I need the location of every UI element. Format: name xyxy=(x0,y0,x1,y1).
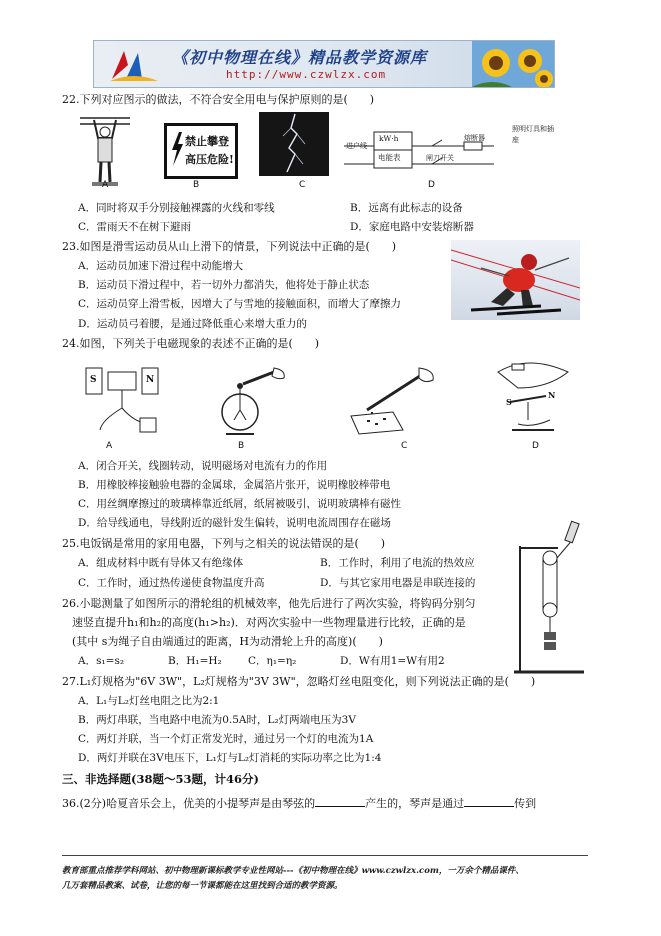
q22-label-meter-top: kW·h xyxy=(379,134,399,143)
q25-option-c[interactable]: C．工作时，通过热传递使食物温度升高 xyxy=(78,577,265,589)
q22-fig-caption-d: D xyxy=(428,180,435,190)
q25-option-d[interactable]: D．与其它家用电器是串联连接的 xyxy=(320,577,476,589)
sign-text-line2: 高压危险! xyxy=(185,153,234,166)
q36-question xyxy=(62,795,536,811)
q23-option-a[interactable]: A．运动员加速下滑过程中动能增大 xyxy=(78,260,244,272)
q22-figure-a-person-touching-wires xyxy=(80,110,130,190)
q26-line-3: (其中 s为绳子自由端通过的距离，H为动滑轮上升的高度)( ) xyxy=(72,635,383,648)
q24-figure-c-glass-rod-paper xyxy=(345,360,440,440)
q25-stem: 25.电饭锅是常用的家用电器，下列与之相关的说法错误的是( ) xyxy=(62,537,386,550)
q23-skier-photo xyxy=(451,240,580,320)
q24-magnet-label-s-left: S xyxy=(90,375,97,385)
q26-option-a[interactable]: A．s₁=s₂ xyxy=(78,655,125,667)
q22-fig-caption-b: B xyxy=(193,180,200,190)
q24-option-d[interactable]: D．给导线通电，导线附近的磁针发生偏转，说明电流周围存在磁场 xyxy=(78,517,391,529)
q24-figure-a-motor xyxy=(82,360,162,440)
q36-blank-2[interactable] xyxy=(464,806,514,807)
q26-pulley-apparatus xyxy=(492,522,592,678)
q24-option-a[interactable]: A．闭合开关，线圈转动，说明磁场对电流有力的作用 xyxy=(78,460,328,472)
header-banner xyxy=(93,40,555,88)
footer-line-1: 教育部重点推荐学科网站、初中物理新课标教学专业性网站---《初中物理在线》www.czwlzx.com，一万余个精品课件、 xyxy=(62,866,524,876)
q24-fig-caption-a: A xyxy=(106,441,113,451)
q25-option-b[interactable]: B．工作时，利用了电流的热效应 xyxy=(320,557,475,569)
q23-option-b[interactable]: B．运动员下滑过程中，若一切外力都消失，他将处于静止状态 xyxy=(78,279,370,291)
sign-text-line1: 禁止攀登 xyxy=(185,135,229,148)
q27-option-b[interactable]: B．两灯串联，当电路中电流为0.5A时，L₂灯两端电压为3V xyxy=(78,714,356,726)
banner-title: 《初中物理在线》精品教学资源库 xyxy=(172,48,428,67)
q22-fig-caption-a: A xyxy=(102,180,109,190)
q22-figure-b-warning-sign xyxy=(164,123,238,179)
sunflower-icon xyxy=(472,41,554,87)
skier-icon xyxy=(451,240,580,320)
q24-option-c[interactable]: C．用丝绸摩擦过的玻璃棒靠近纸屑，纸屑被吸引，说明玻璃棒有磁性 xyxy=(78,498,402,510)
q24-magnet-label-n-right: N xyxy=(146,375,155,385)
q27-stem: 27.L₁灯规格为"6V 3W"，L₂灯规格为"3V 3W"，忽略灯丝电阻变化，则下列说法正确的是( ) xyxy=(62,675,536,688)
q25-option-a[interactable]: A．组成材料中既有导体又有绝缘体 xyxy=(78,557,244,569)
q36-part2: 产生的，琴声是通过 xyxy=(365,797,465,810)
q24-fig-caption-b: B xyxy=(238,441,245,451)
q26-option-c[interactable]: C．η₁=η₂ xyxy=(248,655,297,667)
footer-divider xyxy=(62,855,588,856)
q36-blank-1[interactable] xyxy=(315,806,365,807)
q22-label-inlet: 进户线 xyxy=(346,142,367,150)
q22-option-d[interactable]: D．家庭电路中安装熔断器 xyxy=(350,221,474,233)
section-3-heading: 三、非选择题(38题～53题，计46分) xyxy=(62,772,259,786)
q26-option-b[interactable]: B．H₁=H₂ xyxy=(168,655,222,667)
lightning-icon xyxy=(170,132,184,166)
q22-label-fuse: 熔断器 xyxy=(464,134,485,142)
q27-option-d[interactable]: D．两灯并联在3V电压下，L₁灯与L₂灯消耗的实际功率之比为1:4 xyxy=(78,752,382,764)
footer-line-2: 几万套精品教案、试卷，让您的每一节课都能在这里找到合适的教学资源。 xyxy=(62,881,343,891)
q22-figure-c-lightning-photo xyxy=(259,112,329,176)
q23-option-c[interactable]: C．运动员穿上滑雪板，因增大了与雪地的接触面积，而增大了摩擦力 xyxy=(78,298,402,310)
q24-compass-label-n: N xyxy=(548,390,556,400)
q26-line-2: 速竖直提升h₁和h₂的高度(h₁>h₂)．对两次实验中一些物理量进行比较，正确的是 xyxy=(72,616,466,629)
q26-option-d[interactable]: D．W有用1=W有用2 xyxy=(340,655,445,667)
q27-option-c[interactable]: C．两灯并联，当一个灯正常发光时，通过另一个灯的电流为1A xyxy=(78,733,374,745)
site-logo-icon xyxy=(104,45,164,83)
banner-url[interactable]: http://www.czwlzx.com xyxy=(226,68,387,81)
q36-part1: 36.(2分)哈夏音乐会上，优美的小提琴声是由琴弦的 xyxy=(62,797,316,810)
q27-option-a[interactable]: A．L₁与L₂灯丝电阻之比为2:1 xyxy=(78,695,220,707)
q24-fig-caption-c: C xyxy=(401,441,408,451)
q36-part3: 传到 xyxy=(514,797,537,810)
q22-stem: 22.下列对应图示的做法，不符合安全用电与保护原则的是( ) xyxy=(62,93,375,106)
q22-option-a[interactable]: A．同时将双手分别接触裸露的火线和零线 xyxy=(78,202,275,214)
q24-fig-caption-d: D xyxy=(532,441,539,451)
lightning-bolt-icon xyxy=(275,114,315,174)
q23-option-d[interactable]: D．运动员弓着腰，是通过降低重心来增大重力的 xyxy=(78,318,307,330)
q24-figure-b-electroscope xyxy=(204,366,294,438)
q26-line-1: 26.小聪测量了如图所示的滑轮组的机械效率，他先后进行了两次实验，将钩码分别匀 xyxy=(62,597,476,610)
q24-stem: 24.如图，下列关于电磁现象的表述不正确的是( ) xyxy=(62,337,320,350)
q24-figure-d-compass-wire xyxy=(488,358,578,438)
q24-compass-label-s: S xyxy=(506,397,512,407)
q22-option-b[interactable]: B．远离有此标志的设备 xyxy=(350,202,463,214)
q23-stem: 23.如图是滑雪运动员从山上滑下的情景，下列说法中正确的是( ) xyxy=(62,240,397,253)
q24-option-b[interactable]: B．用橡胶棒接触验电器的金属球，金属箔片张开，说明橡胶棒带电 xyxy=(78,479,391,491)
q22-label-load: 照明灯具和插座 xyxy=(512,125,554,144)
q22-fig-caption-c: C xyxy=(299,180,306,190)
q22-label-meter: 电能表 xyxy=(378,153,401,162)
q22-option-c[interactable]: C．雷雨天不在树下避雨 xyxy=(78,221,192,233)
q22-label-switch: 闸刀开关 xyxy=(426,154,454,162)
